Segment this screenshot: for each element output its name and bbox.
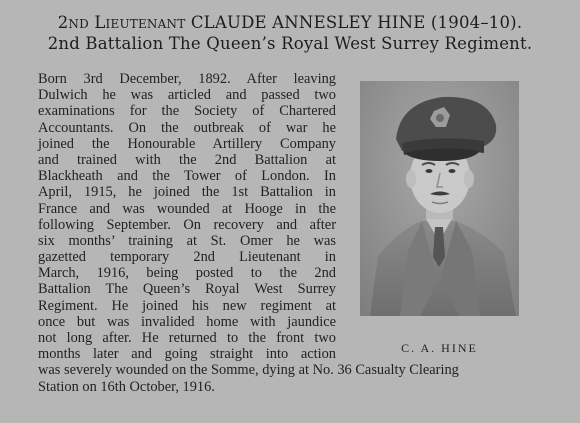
page-heading bbox=[0, 12, 580, 54]
biography-line: Battalion The Queen’s Royal West Surrey bbox=[38, 281, 336, 298]
biography-line: examinations for the Society of Chartered bbox=[38, 103, 336, 120]
biography-line: France and was wounded at Hooge in the bbox=[38, 200, 336, 217]
biography-line: following September. On recovery and after bbox=[38, 216, 336, 233]
biography-line: Born 3rd December, 1892. After leaving bbox=[38, 71, 336, 87]
biography-line: once but was invalided home with jaundice bbox=[38, 313, 336, 330]
biography-line: months later and going straight into action bbox=[38, 346, 336, 363]
biography-line: six months’ training at St. Omer he was bbox=[38, 232, 336, 249]
biography-line: not long after. He returned to the front two bbox=[38, 330, 336, 346]
heading-name-line bbox=[0, 12, 580, 33]
heading-rank: 2nd Lieutenant bbox=[57, 13, 186, 32]
biography-line: April, 1915, he joined the 1st Battalion in bbox=[38, 184, 336, 201]
biography-line: Blackheath and the Tower of London. In bbox=[38, 168, 336, 185]
photo-caption: C. A. HINE bbox=[401, 341, 478, 355]
heading-years: (1904–10). bbox=[430, 13, 523, 32]
biography-line: Station on 16th October, 1916. bbox=[38, 378, 215, 395]
biography-line: gazetted temporary 2nd Lieutenant in bbox=[38, 249, 336, 266]
portrait-image bbox=[360, 81, 519, 316]
biography-line: and trained with the 2nd Battalion at bbox=[38, 151, 336, 168]
biography-line: was severely wounded on the Somme, dying at No. 36 Casualty Clearing bbox=[38, 362, 459, 379]
heading-regiment: 2nd Battalion The Queen’s Royal West Surrey Regiment. bbox=[47, 34, 533, 53]
biography-line: joined the Honourable Artillery Company bbox=[38, 135, 336, 152]
biography-line: Accountants. On the outbreak of war he bbox=[38, 119, 336, 136]
biography-line: Regiment. He joined his new regiment at bbox=[38, 297, 336, 314]
portrait-photo bbox=[360, 81, 519, 316]
biography-line: March, 1916, being posted to the 2nd bbox=[38, 265, 336, 282]
biography-line: Dulwich he was articled and passed two bbox=[38, 87, 336, 104]
heading-name: CLAUDE ANNESLEY HINE bbox=[190, 13, 426, 32]
